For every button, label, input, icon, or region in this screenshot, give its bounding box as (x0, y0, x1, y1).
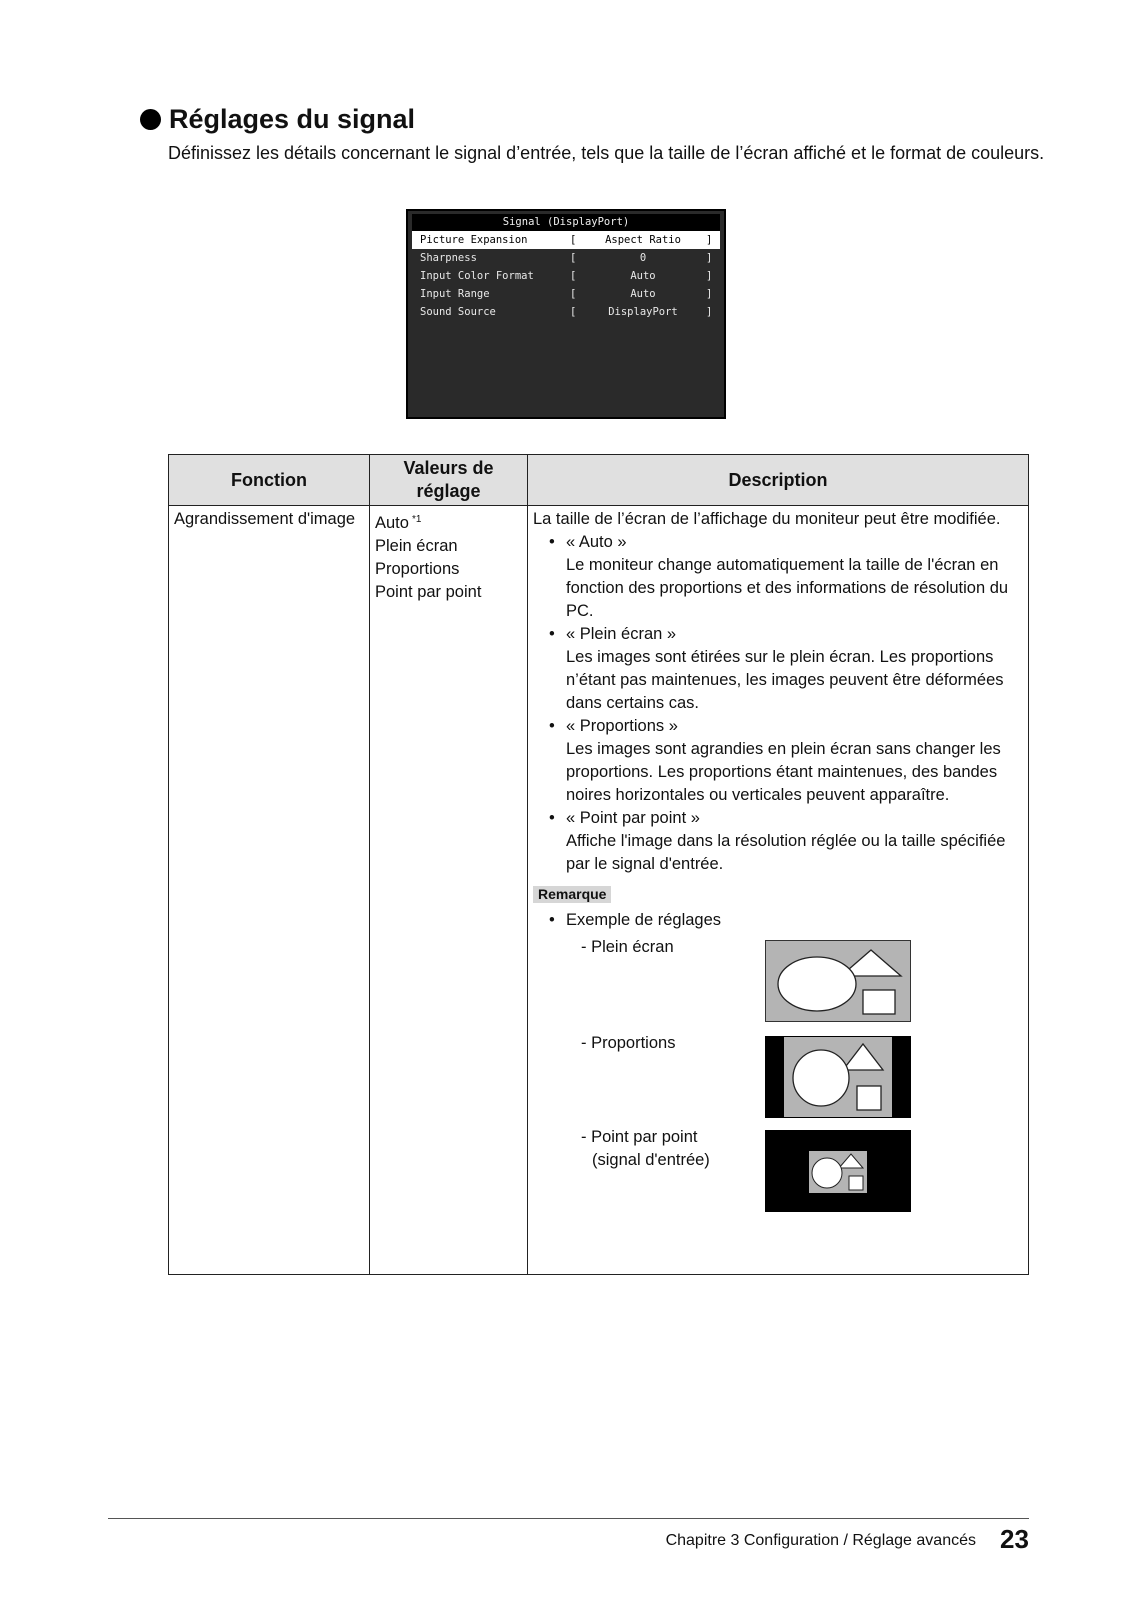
example-label-full-screen: - Plein écran (581, 938, 674, 956)
footnote-marker: *1 (411, 514, 422, 525)
osd-bracket: [ (570, 306, 577, 318)
function-name: Agrandissement d'image (174, 510, 356, 528)
osd-bracket: ] (706, 306, 713, 318)
item-name: • « Proportions » (566, 717, 678, 735)
osd-row-sharpness (412, 249, 720, 267)
list-item (533, 531, 1023, 623)
osd-label: Input Color Format (420, 270, 534, 282)
osd-bracket: [ (570, 288, 577, 300)
item-name: • « Auto » (566, 533, 627, 551)
dot-by-dot-example-image (765, 1130, 911, 1212)
section-title: Réglages du signal (169, 104, 416, 134)
header-values: Valeurs de réglage (370, 455, 528, 506)
osd-bracket: ] (706, 288, 713, 300)
remark-badge: Remarque (533, 886, 611, 903)
function-cell (169, 506, 370, 1275)
osd-row-sound-source (412, 303, 720, 321)
examples-block (533, 932, 1023, 1272)
value-auto: Auto (375, 514, 409, 532)
header-function: Fonction (169, 455, 370, 506)
example-label-line1: - Point par point (581, 1128, 698, 1146)
osd-row-picture-expansion (412, 231, 720, 249)
remark-list (533, 909, 1023, 932)
description-cell (528, 506, 1029, 1275)
osd-title: Signal (DisplayPort) (412, 214, 720, 231)
example-label-proportions: - Proportions (581, 1034, 676, 1052)
osd-value: DisplayPort (608, 306, 678, 318)
list-item (533, 715, 1023, 807)
footer-divider (108, 1518, 1029, 1519)
list-item (533, 623, 1023, 715)
header-description: Description (528, 455, 1029, 506)
list-item: • Exemple de réglages (533, 909, 1023, 932)
osd-bracket: ] (706, 234, 713, 246)
table-row (169, 506, 1029, 1275)
osd-menu-screenshot (406, 209, 726, 419)
item-name: • « Plein écran » (566, 625, 677, 643)
section-heading (140, 104, 415, 135)
osd-value: Aspect Ratio (605, 234, 681, 246)
example-label-dot-by-dot (581, 1126, 710, 1172)
description-intro: La taille de l’écran de l’affichage du moniteur peut être modifiée. (533, 510, 1001, 528)
osd-label: Input Range (420, 288, 490, 300)
bullet-circle-icon (140, 109, 161, 130)
osd-label: Sharpness (420, 252, 477, 264)
item-text: Les images sont agrandies en plein écran sans changer les proportions. Les proportions étant maintenues, des bandes noires horizontales ou verticales peuvent apparaître. (566, 740, 1001, 804)
osd-label: Picture Expansion (420, 234, 528, 246)
value-item: Proportions (375, 560, 460, 578)
proportions-example-image (765, 1036, 911, 1118)
settings-table (168, 454, 1029, 1275)
osd-bracket: ] (706, 270, 713, 282)
osd-bracket: ] (706, 252, 713, 264)
intro-paragraph: Définissez les détails concernant le signal d’entrée, tels que la taille de l’écran affiché et le format de couleurs. (168, 143, 1045, 163)
footer-chapter: Chapitre 3 Configuration / Réglage avancés (665, 1532, 976, 1549)
osd-row-input-color-format (412, 267, 720, 285)
value-item: Plein écran (375, 537, 458, 555)
value-item: Point par point (375, 583, 482, 601)
item-text: Le moniteur change automatiquement la taille de l'écran en fonction des proportions et des informations de résolution du PC. (566, 556, 1009, 620)
full-screen-example-image (765, 940, 911, 1022)
item-text: Affiche l'image dans la résolution réglée ou la taille spécifiée par le signal d'entrée. (566, 832, 1006, 873)
osd-bracket: [ (570, 270, 577, 282)
example-label-line2: (signal d'entrée) (592, 1151, 710, 1169)
osd-value: Auto (630, 288, 656, 300)
item-text: Les images sont étirées sur le plein écran. Les proportions n’étant pas maintenues, les images peuvent être déformées dans certains cas. (566, 648, 1004, 712)
table-header-row (169, 455, 1029, 506)
osd-value: 0 (639, 252, 647, 264)
description-list (533, 531, 1023, 876)
list-item (533, 807, 1023, 876)
osd-value: Auto (630, 270, 656, 282)
osd-label: Sound Source (420, 306, 496, 318)
page-number: 23 (1000, 1524, 1029, 1554)
values-cell (370, 506, 528, 1275)
value-item (375, 508, 522, 535)
item-name: • « Point par point » (566, 809, 700, 827)
osd-bracket: [ (570, 252, 577, 264)
osd-bracket: [ (570, 234, 577, 246)
osd-row-input-range (412, 285, 720, 303)
